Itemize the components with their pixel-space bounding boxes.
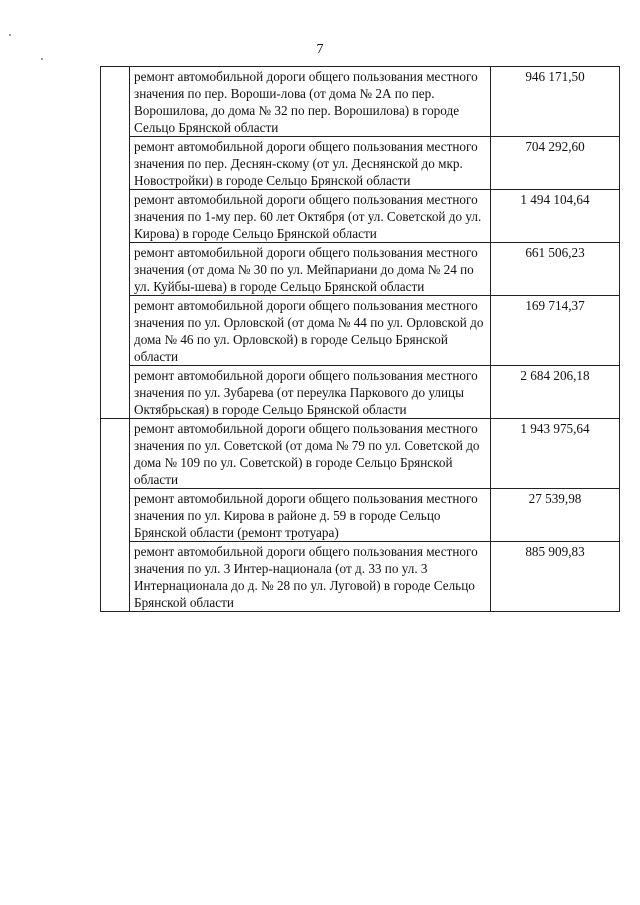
table-row [101,366,620,419]
description-cell: ремонт автомобильной дороги общего пользования местного значения по пер. Вороши-лова (от дома № 2А по пер. Ворошилова, до дома № 32 по пер. Ворошилова) в городе Сельцо Брянской области [130,67,491,137]
table-row [101,489,620,542]
description-cell: ремонт автомобильной дороги общего пользования местного значения по ул. Орловской (от дома № 44 по ул. Орловской до дома № 46 по ул. Орловской) в городе Сельцо Брянской области [130,296,491,366]
table-row [101,243,620,296]
table-row [101,542,620,612]
row-number-cell [101,542,130,612]
amount-cell: 27 539,98 [491,489,620,542]
scan-speck [41,58,43,60]
table-row [101,67,620,137]
expense-table [100,66,620,612]
description-cell: ремонт автомобильной дороги общего пользования местного значения по ул. Советской (от дома № 79 по ул. Советской до дома № 109 по ул. Советской) в городе Сельцо Брянской области [130,419,491,489]
description-cell: ремонт автомобильной дороги общего пользования местного значения по ул. 3 Интер-национала (от д. 33 по ул. 3 Интернационала до д. № 28 по ул. Луговой) в городе Сельцо Брянской области [130,542,491,612]
amount-cell: 661 506,23 [491,243,620,296]
description-cell: ремонт автомобильной дороги общего пользования местного значения по пер. Деснян-скому (от ул. Деснянской до мкр. Новостройки) в городе Сельцо Брянской области [130,137,491,190]
amount-cell: 2 684 206,18 [491,366,620,419]
row-number-cell [101,67,130,137]
table-row [101,190,620,243]
row-number-cell [101,296,130,366]
amount-cell: 1 943 975,64 [491,419,620,489]
amount-cell: 1 494 104,64 [491,190,620,243]
row-number-cell [101,190,130,243]
amount-cell: 946 171,50 [491,67,620,137]
table-row [101,296,620,366]
page-number: 7 [316,42,324,57]
amount-cell: 704 292,60 [491,137,620,190]
table-row [101,419,620,489]
description-cell: ремонт автомобильной дороги общего пользования местного значения (от дома № 30 по ул. Мейпариани до дома № 24 по ул. Куйбы-шева) в городе Сельцо Брянской области [130,243,491,296]
row-number-cell [101,137,130,190]
row-number-cell [101,419,130,489]
amount-cell: 885 909,83 [491,542,620,612]
description-cell: ремонт автомобильной дороги общего пользования местного значения по ул. Кирова в районе д. 59 в городе Сельцо Брянской области (ремонт тротуара) [130,489,491,542]
scan-speck [9,34,11,36]
description-cell: ремонт автомобильной дороги общего пользования местного значения по 1-му пер. 60 лет Октября (от ул. Советской до ул. Кирова) в городе Сельцо Брянской области [130,190,491,243]
row-number-cell [101,243,130,296]
row-number-cell [101,366,130,419]
description-cell: ремонт автомобильной дороги общего пользования местного значения по ул. Зубарева (от переулка Паркового до улицы Октябрьская) в городе Сельцо Брянской области [130,366,491,419]
amount-cell: 169 714,37 [491,296,620,366]
table-row [101,137,620,190]
row-number-cell [101,489,130,542]
